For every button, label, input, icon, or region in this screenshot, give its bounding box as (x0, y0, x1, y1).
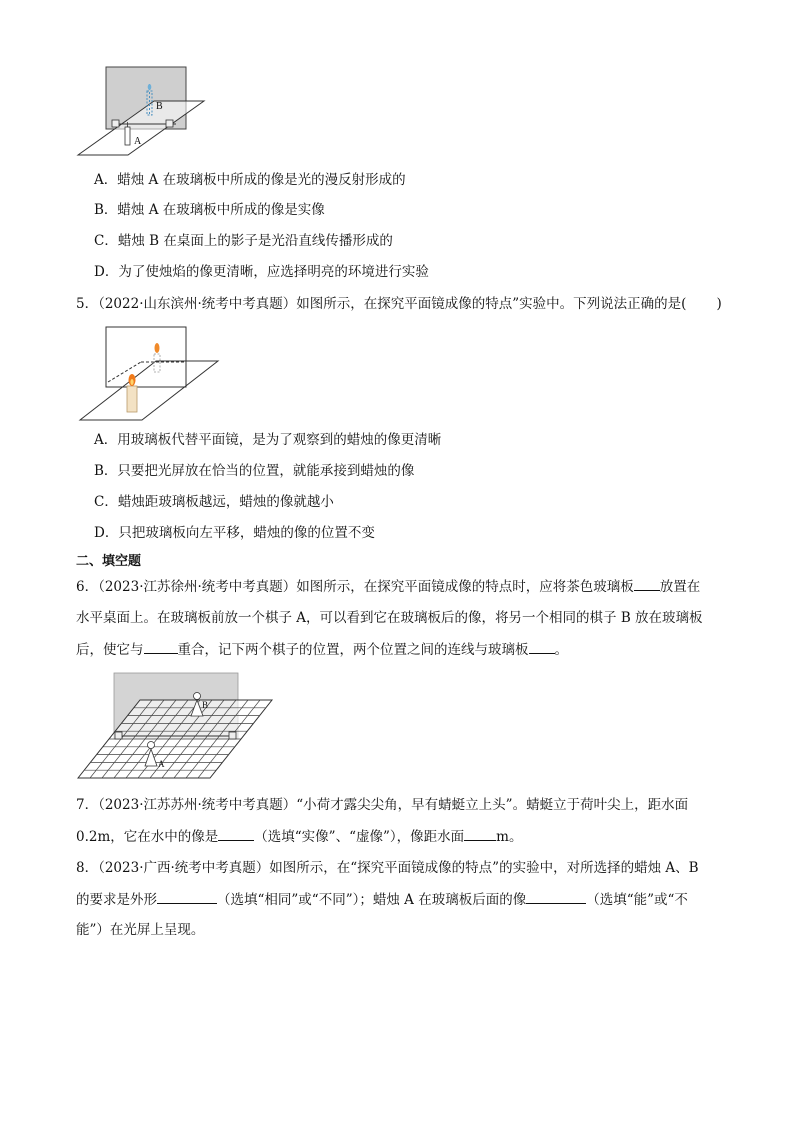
q6-text-3b: 重合，记下两个棋子的位置，两个位置之间的连线与玻璃板 (177, 642, 529, 658)
q8-text-2b: （选填“相同”或“不同”）；蜡烛 A 在玻璃板后面的像 (217, 892, 527, 908)
q7-text-2a: 0.2m，它在水中的像是 (76, 829, 219, 845)
figure-glass-plate-candles-1 (76, 64, 216, 158)
q5-option-d: D．只把玻璃板向左平移，蜡烛的像的位置不变 (94, 525, 375, 541)
q4-option-b: B．蜡烛 A 在玻璃板中所成的像是实像 (94, 202, 325, 218)
q6-blank-2[interactable] (144, 639, 178, 654)
q5-stem (76, 294, 736, 314)
fig3-label-b: B (202, 700, 209, 710)
q5-stem-text: 5．（2022·山东滨州·统考中考真题）如图所示，在探究平面镜成像的特点”实验中。下列说法正确的是( (76, 296, 687, 312)
q6-text-1a: 6．（2023·江苏徐州·统考中考真题）如图所示，在探究平面镜成像的特点时，应将茶色玻璃板 (76, 579, 634, 595)
q8-line-1: 8．（2023·广西·统考中考真题）如图所示，在“探究平面镜成像的特点”的实验中，对所选择的蜡烛 A、B (76, 860, 699, 876)
q4-option-c: C．蜡烛 B 在桌面上的影子是光沿直线传播形成的 (94, 233, 393, 249)
q6-line-1 (76, 576, 736, 597)
q8-line-2 (76, 889, 736, 910)
fig1-label-a: A (134, 136, 142, 147)
fig3-label-a: A (158, 759, 165, 769)
q8-blank-2[interactable] (526, 889, 586, 904)
figure-grid-board-chess-pieces (76, 670, 276, 782)
q7-line-1: 7．（2023·江苏苏州·统考中考真题）“小荷才露尖尖角，早有蜻蜓立上头”。蜻蜓立于荷叶尖上，距水面 (76, 797, 689, 813)
q6-line-2: 水平桌面上。在玻璃板前放一个棋子 A，可以看到它在玻璃板后的像，将另一个相同的棋子 B 放在玻璃板 (76, 610, 703, 626)
q5-option-b: B．只要把光屏放在恰当的位置，就能承接到蜡烛的像 (94, 463, 415, 479)
q7-blank-1[interactable] (218, 826, 254, 841)
q7-text-2c: m。 (496, 829, 523, 845)
q5-option-c: C．蜡烛距玻璃板越远，蜡烛的像就越小 (94, 494, 334, 510)
q6-text-3a: 后，使它与 (76, 642, 144, 658)
q7-text-2b: （选填“实像”、“虚像”），像距水面 (254, 829, 465, 845)
q8-line-3: 能”）在光屏上呈现。 (76, 922, 205, 938)
q6-blank-1[interactable] (634, 576, 660, 591)
q8-blank-1[interactable] (157, 889, 217, 904)
q5-option-a: A．用玻璃板代替平面镜，是为了观察到的蜡烛的像更清晰 (94, 432, 442, 448)
q5-stem-close: ) (716, 296, 722, 312)
q6-line-3 (76, 639, 736, 660)
q6-text-3c: 。 (554, 642, 568, 658)
figure-glass-plate-candles-2 (76, 324, 222, 424)
fig1-label-b: B (156, 101, 163, 112)
q6-blank-3[interactable] (529, 639, 555, 654)
q8-text-2a: 的要求是外形 (76, 892, 157, 908)
section-heading-fill-blank: 二、填空题 (76, 554, 142, 569)
q6-text-1b: 放置在 (659, 579, 701, 595)
q4-option-a: A．蜡烛 A 在玻璃板中所成的像是光的漫反射形成的 (94, 172, 406, 188)
q7-blank-2[interactable] (464, 826, 496, 841)
q4-option-d: D．为了使烛焰的像更清晰，应选择明亮的环境进行实验 (94, 264, 429, 280)
q7-line-2 (76, 826, 736, 847)
q8-text-2c: （选填“能”或“不 (586, 892, 688, 908)
